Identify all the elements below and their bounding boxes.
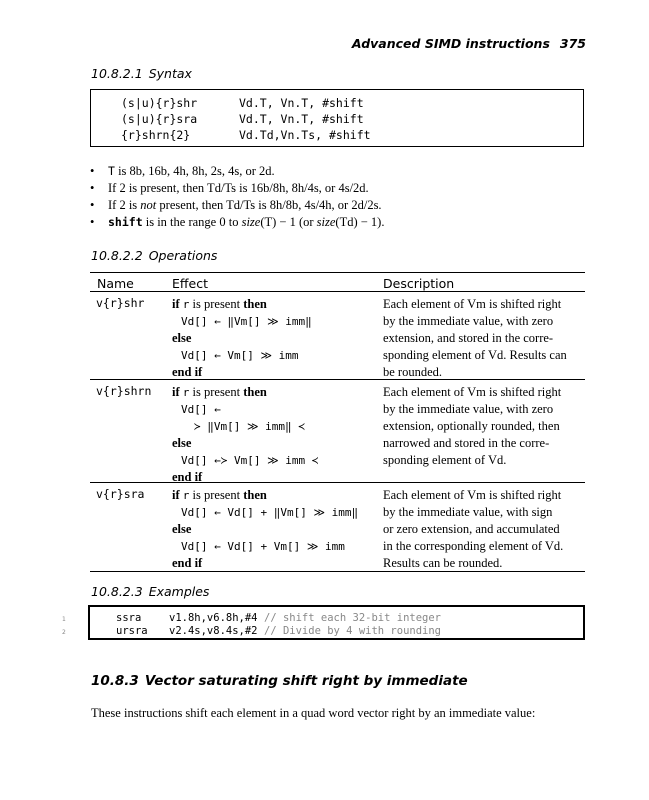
syntax-heading-number: 10.8.2.1 (91, 66, 143, 81)
op-effect: if r is present then Vd[] ← Vd[] + ‖Vm[] ≫ imm‖ else Vd[] ← Vd[] + Vm[] ≫ imm end if (172, 488, 359, 570)
syntax-box (90, 89, 584, 147)
column-header-effect: Effect (172, 276, 208, 291)
table-row (90, 483, 585, 572)
op-description: Each element of Vm is shifted right by the immediate value, with zero extension, optionally rounded, then narrowed and stored in the corre- sponding element of Vd. (383, 385, 562, 467)
examples-heading (91, 584, 209, 599)
syntax-operands: Vd.Td,Vn.Ts, #shift (239, 128, 371, 142)
syntax-row (121, 112, 364, 126)
section-title: 10.8.3 Vector saturating shift right by immediate (91, 673, 468, 689)
op-name: v{r}shr (96, 296, 145, 310)
bullet-item: • If 2 is not present, then Td/Ts is 8h/8b, 4s/4h, or 2d/2s. (90, 197, 384, 214)
examples-heading-title: Examples (148, 584, 210, 599)
code-line: ursra v2.4s,v8.4s,#2 // Divide by 4 with rounding (116, 625, 442, 637)
op-description: Each element of Vm is shifted right by the immediate value, with sign or zero extension, and accumulated in the corresponding element of Vd. Results can be rounded. (383, 488, 564, 570)
body-paragraph: These instructions shift each element in a quad word vector right by an immediate value: (91, 706, 536, 720)
syntax-mnemonic: (s|u){r}shr (121, 96, 198, 110)
column-header-description: Description (383, 276, 455, 291)
syntax-mnemonic: {r}shrn{2} (121, 128, 191, 142)
table-row (90, 380, 585, 483)
column-header-name: Name (97, 276, 134, 291)
operations-table (90, 272, 585, 572)
syntax-heading-title: Syntax (148, 66, 192, 81)
running-head-title: Advanced SIMD instructions (351, 36, 550, 51)
bullet-item: • If 2 is present, then Td/Ts is 16b/8h, 8h/4s, or 4s/2d. (90, 180, 384, 197)
code-line: ssra v1.8h,v6.8h,#4 // shift each 32-bit integer (116, 612, 442, 624)
op-effect: if r is present then Vd[] ← ≻ ‖Vm[] ≫ imm‖ ≺ else Vd[] ←≻ Vm[] ≫ imm ≺ end if (172, 385, 319, 484)
bullet-item: • T is 8b, 16b, 4h, 8h, 2s, 4s, or 2d. (90, 163, 384, 180)
operations-heading-title: Operations (148, 248, 218, 263)
line-number: 1 (62, 616, 66, 623)
op-name: v{r}shrn (96, 384, 152, 398)
op-name: v{r}sra (96, 487, 145, 501)
syntax-row (121, 128, 371, 142)
op-effect: if r is present then Vd[] ← ‖Vm[] ≫ imm‖ else Vd[] ← Vm[] ≫ imm end if (172, 297, 312, 379)
syntax-operands: Vd.T, Vn.T, #shift (239, 96, 364, 110)
bullet-list (90, 163, 384, 231)
table-row (90, 292, 585, 380)
syntax-mnemonic: (s|u){r}sra (121, 112, 198, 126)
examples-heading-number: 10.8.2.3 (91, 584, 143, 599)
bullet-item: • shift is in the range 0 to size(T) − 1 (or size(Td) − 1). (90, 214, 384, 231)
operations-heading (91, 248, 217, 263)
syntax-heading (91, 66, 192, 81)
table-header (90, 272, 585, 292)
syntax-row (121, 96, 364, 110)
syntax-operands: Vd.T, Vn.T, #shift (239, 112, 364, 126)
page-number: 375 (559, 36, 586, 51)
code-listing (88, 605, 585, 640)
line-number: 2 (62, 629, 66, 636)
operations-heading-number: 10.8.2.2 (91, 248, 143, 263)
running-head (352, 36, 586, 51)
op-description: Each element of Vm is shifted right by the immediate value, with zero extension, and stored in the corre- sponding element of Vd. Results can be rounded. (383, 297, 567, 379)
